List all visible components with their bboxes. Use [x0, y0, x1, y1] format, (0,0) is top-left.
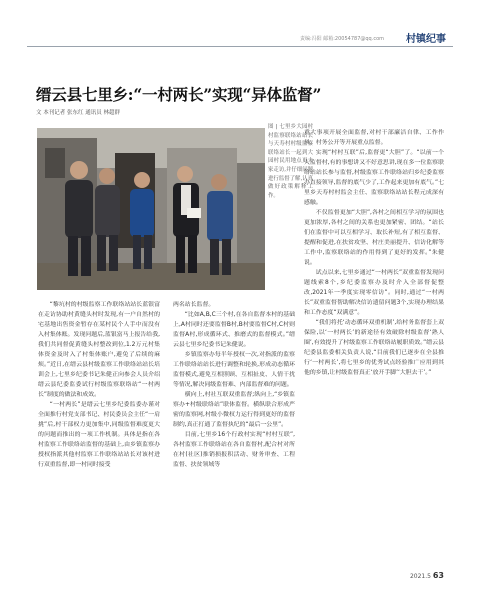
page-footer — [410, 571, 444, 580]
paragraph: “一村两长”是缙云七里乡纪委监委办谨对全面推行村党支部书记、村民委员会主任“一肩挑”后,村干部权力更加集中,同级监督难度更大的问题而推出的一项工作机制。具体是指在各村监察工作联络站监督的基础上,由乡镇监察办授权指派其他村监察工作联络站站长对该村进行双重监督,即一村同时接受 — [38, 402, 160, 468]
page-number: 63 — [432, 571, 444, 580]
paragraph: 实现“村村互联”后,监督更“大胆”了。“以前一个人监督村,有的事想讲又不好意思讲,现在多一位监察联络站站长参与监督,村级监察工作联络站归乡纪委监察办直接领导,监督的底气少了,工作起来更加有底气。”七里乡天寿村村监会主任、监察联络站站长程元成深有感触。 — [304, 150, 444, 206]
article-column-2 — [173, 300, 295, 562]
article-photo — [37, 128, 265, 290]
article-column-1 — [38, 300, 160, 562]
header-column-name: 村镇纪事 — [406, 34, 446, 45]
article-column-3 — [304, 128, 444, 562]
article-title: 缙云县七里乡:“一村两长”实现“异体监督” — [36, 85, 322, 104]
paragraph: 目前,七里乡16个行政村实现“村村互联”,各村监察工作联络站在各自监督村,配合村对所在村(社区)推销损报积活动、财务审查、工程监督、扶贫领域等 — [173, 432, 295, 468]
paragraph: “比如A,B,C三个村,在各自监督本村的基础上,A村同时还要监督B村,B村要监督C村,C村则监督A村,形成循环式、推磨式的监督模式。”缙云县七里乡纪委书记朱健说。 — [173, 312, 295, 348]
paragraph: “我们将托‘动态循环双重机制’,给村务监督套上双保险,以‘一村两长’的新途径有效破除村级监督‘熟人圈’,有效提升了村级监察工作联络站履职质效。”缙云县纪委县监委相关负责人说,“目前我们已逐步在全县推行‘一村两长’,将七里乡的优秀试点经验推广应用到其他的乡镇,让村级监督真正‘放开手脚’‘大胆去干’。” — [304, 320, 444, 376]
issue-number: 2021.5 — [409, 573, 431, 580]
paragraph: 乡镇监察办每半年授权一次,对指派的监察工作联络站站长进行调整和轮换,形成动态循环监督模式,避免互相照顾、互相扯皮、人情干扰等情况,解决同级监督难、内部监督难的问题。 — [173, 352, 295, 388]
header-editor-info: 责编:冯阳 邮箱:20054787@qq.com — [299, 36, 384, 42]
paragraph: 试点以来,七里乡通过“一村两长”双重监督发现问题线索8个,乡纪委监察办及时介入全部督促整改,2021年一季度实现零信访”。同时,通过“一村两长”双重监督帮助解决信访遗留问题3个,实现办理结果和工作态度“双满意”。 — [304, 270, 444, 316]
header-rule — [27, 46, 453, 47]
article-byline: 文 本刊记者 张东红 通讯员 林超群 — [36, 110, 120, 116]
photo-caption: 图 | 七里乡大园村村监察联络站站长与天寿村村级监察联络站长一起到大园村民用地点更夫家走访,并仔细问题进行监督了解,认真做好政策解释工作。 — [268, 124, 313, 199]
paragraph: 横向上,村社互联双重监督;纵向上,“乡镇监察办+村级联络站”联体监督。横纵联合形成严密的监察网,村级小微权力运行得到更好的监督制约,真正打通了监督执纪的“最后一公里”。 — [173, 392, 295, 428]
paragraph: 两名站长监督。 — [173, 302, 215, 308]
paragraph: 重大事项开展全面监督,对村干部廉洁自律、工作作风、村务公开等开展重点监督。 — [304, 130, 444, 146]
paragraph: 不仅监督更加“大胆”,各村之间相互学习的氛围也更加浓厚,各村之间的关系也更加紧密、团结。“站长们在监督中可以互相学习、取长补短,有了相互监督、提醒和促进,在扶贫攻坚、村庄美丽提升、信访化解等工作中,监察联络站的作用得到了更好的发挥。”朱健说。 — [304, 210, 444, 266]
paragraph: “黎坑村的村级监察工作联络站站长蓝银富在走访协助村黄缝头村时发现,有一户自然村的宅基地出售资金暂存在某村民个人手中而没有入村集体账。发现问题后,蓝银富马上报告给我,我们共同督促黄缝头村整改到位,1.2万元村集体资金及时入了村集体账户,避免了后续的麻烦。”近日,在缙云县村级监察工作联络站站长培训会上,七里乡纪委书记朱健正向参会人员介绍缙云县纪委监委试行村级监察联络站“一村两长”制度的做法和成效。 — [38, 302, 160, 398]
